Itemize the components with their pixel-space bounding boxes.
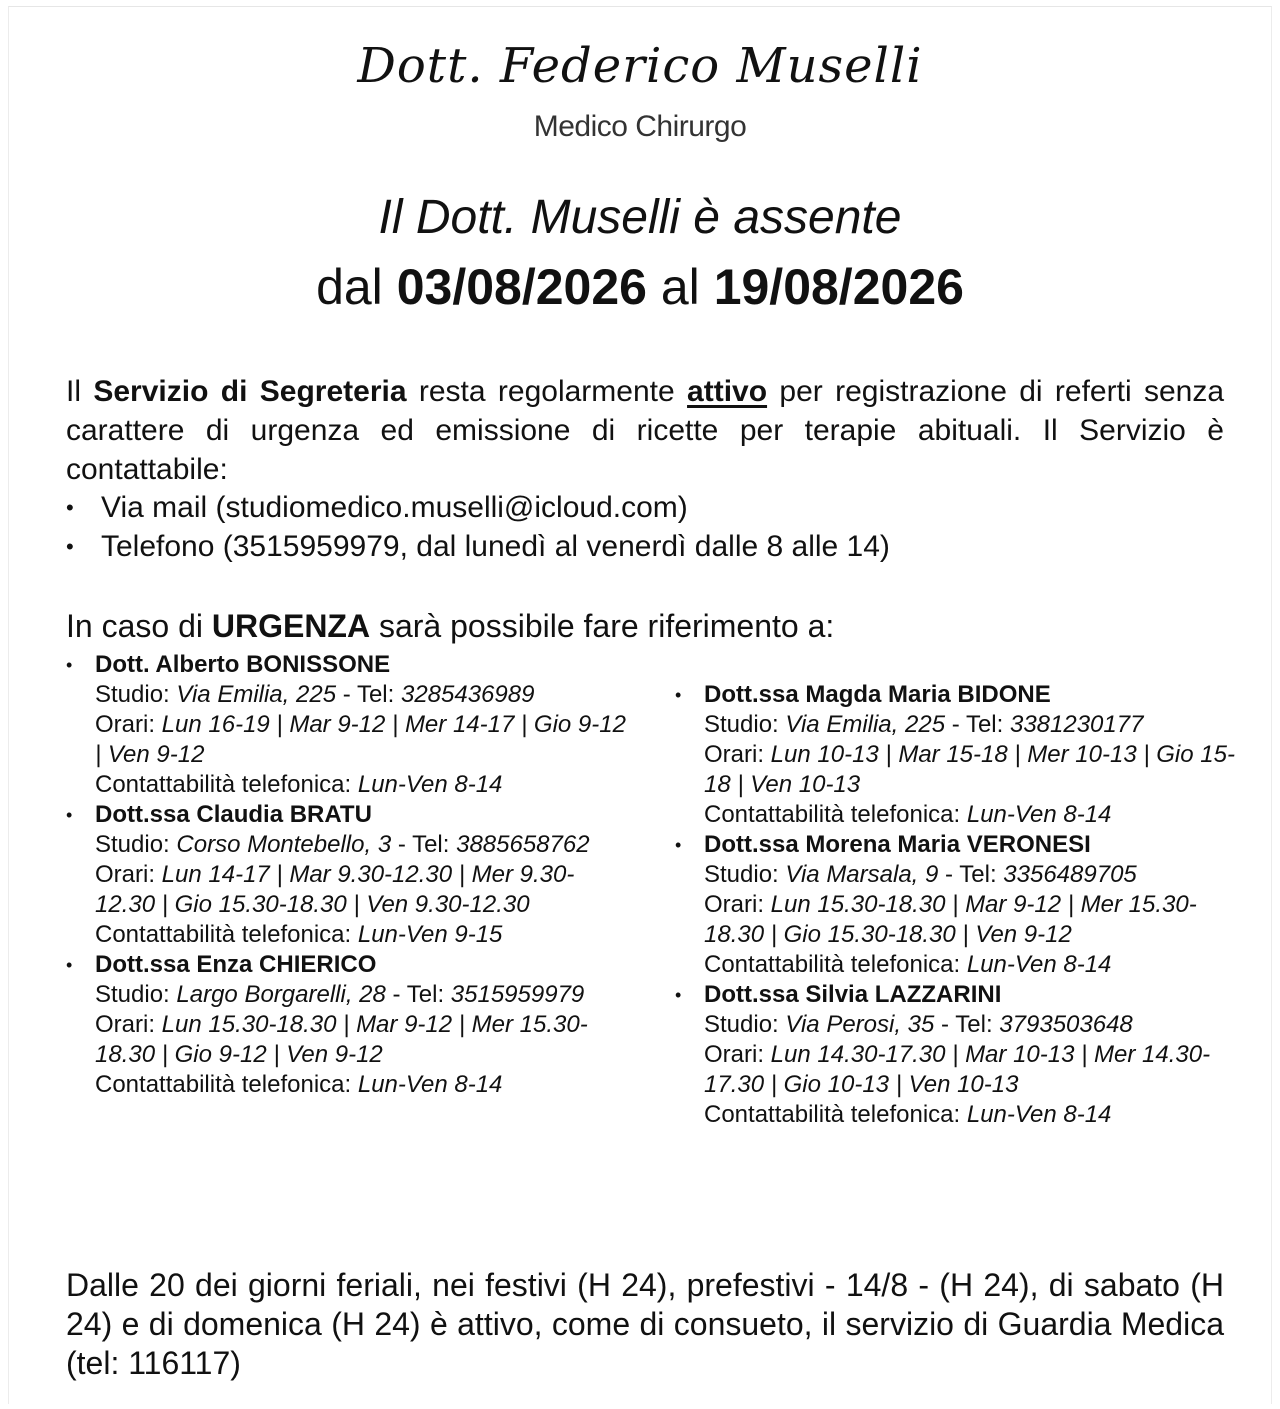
segreteria-paragraph [66, 372, 1224, 489]
segreteria-status: attivo [687, 375, 768, 408]
doctor-phone-hours: Contattabilità telefonica: Lun-Ven 8-14 [704, 951, 1112, 978]
doctor-name: • Dott.ssa Silvia LAZZARINI [704, 981, 1002, 1008]
segreteria-text-3: per registrazione di referti senza carattere di urgenza ed emissione di ricette per terapie abituali. Il Servizio è contattabile: [66, 375, 1225, 486]
doctor-hours: Orari: Lun 14.30-17.30 | Mar 10-13 | Mer 14.30-17.30 | Gio 10-13 | Ven 10-13 [704, 1041, 1211, 1098]
doctor-entry [675, 980, 1235, 1130]
doctor-studio: Studio: Corso Montebello, 3 - Tel: 3885658762 [95, 831, 590, 858]
urgenza-text-1: In caso di [66, 608, 203, 644]
doctor-hours: Orari: Lun 14-17 | Mar 9.30-12.30 | Mer 9.30-12.30 | Gio 15.30-18.30 | Ven 9.30-12.30 [95, 861, 575, 918]
doctor-list-right [675, 680, 1235, 1130]
doctor-phone-hours: Contattabilità telefonica: Lun-Ven 8-14 [95, 771, 503, 798]
doctor-hours: Orari: Lun 16-19 | Mar 9-12 | Mer 14-17 | Gio 9-12 | Ven 9-12 [95, 711, 626, 768]
contact-item-phone: • Telefono (3515959979, dal lunedì al venerdì dalle 8 alle 14) [66, 527, 1224, 566]
doctor-studio: Studio: Via Emilia, 225 - Tel: 3285436989 [95, 681, 535, 708]
doctor-title: Medico Chirurgo [533, 110, 747, 143]
doctor-entry [675, 680, 1235, 830]
doctor-name-heading: Dott. Federico Muselli [357, 38, 923, 94]
absence-heading: Il Dott. Muselli è assente [378, 191, 902, 244]
start-date: 03/08/2026 [396, 259, 647, 315]
dates-connector: al [660, 259, 700, 315]
doctor-entry [675, 830, 1235, 980]
doctor-list-left [66, 650, 626, 1100]
doctor-phone-hours: Contattabilità telefonica: Lun-Ven 8-14 [95, 1071, 503, 1098]
doctor-studio: Studio: Via Emilia, 225 - Tel: 3381230177 [704, 711, 1144, 738]
dates-prefix: dal [316, 259, 383, 315]
urgenza-intro [66, 606, 834, 646]
doctor-name: • Dott.ssa Magda Maria BIDONE [704, 681, 1051, 708]
urgenza-keyword: URGENZA [211, 608, 371, 644]
doctor-name: • Dott.ssa Enza CHIERICO [95, 951, 377, 978]
doctor-entry [66, 800, 626, 950]
doctor-name: • Dott. Alberto BONISSONE [95, 651, 391, 678]
doctor-name: • Dott.ssa Claudia BRATU [95, 801, 372, 828]
guardia-medica-note: Dalle 20 dei giorni feriali, nei festivi (H 24), prefestivi - 14/8 - (H 24), di sabato (H 24) e di domenica (H 24) è attivo, come di consueto, il servizio di Guardia Medica (tel: 116117) [66, 1267, 1224, 1381]
urgenza-text-2: sarà possibile fare riferimento a: [378, 608, 835, 644]
segreteria-text-1: Il [66, 375, 81, 408]
doctor-name: • Dott.ssa Morena Maria VERONESI [704, 831, 1091, 858]
contact-item-mail: • Via mail (studiomedico.muselli@icloud.com) [66, 488, 1224, 527]
doctor-studio: Studio: Via Marsala, 9 - Tel: 3356489705 [704, 861, 1137, 888]
doctor-phone-hours: Contattabilità telefonica: Lun-Ven 9-15 [95, 921, 503, 948]
doctor-entry [66, 950, 626, 1100]
doctor-hours: Orari: Lun 10-13 | Mar 15-18 | Mer 10-13 | Gio 15-18 | Ven 10-13 [704, 741, 1235, 798]
doctor-studio: Studio: Largo Borgarelli, 28 - Tel: 3515959979 [95, 981, 585, 1008]
doctor-phone-hours: Contattabilità telefonica: Lun-Ven 8-14 [704, 801, 1112, 828]
doctor-hours: Orari: Lun 15.30-18.30 | Mar 9-12 | Mer 15.30-18.30 | Gio 15.30-18.30 | Ven 9-12 [704, 891, 1197, 948]
end-date: 19/08/2026 [713, 259, 964, 315]
segreteria-service-name: Servizio di Segreteria [93, 375, 407, 408]
doctor-hours: Orari: Lun 15.30-18.30 | Mar 9-12 | Mer 15.30-18.30 | Gio 9-12 | Ven 9-12 [95, 1011, 588, 1068]
doctor-entry [66, 650, 626, 800]
contact-list [66, 488, 1224, 566]
doctor-phone-hours: Contattabilità telefonica: Lun-Ven 8-14 [704, 1101, 1112, 1128]
segreteria-text-2: resta regolarmente [418, 375, 675, 408]
absence-dates [0, 258, 1280, 316]
doctor-studio: Studio: Via Perosi, 35 - Tel: 3793503648 [704, 1011, 1133, 1038]
